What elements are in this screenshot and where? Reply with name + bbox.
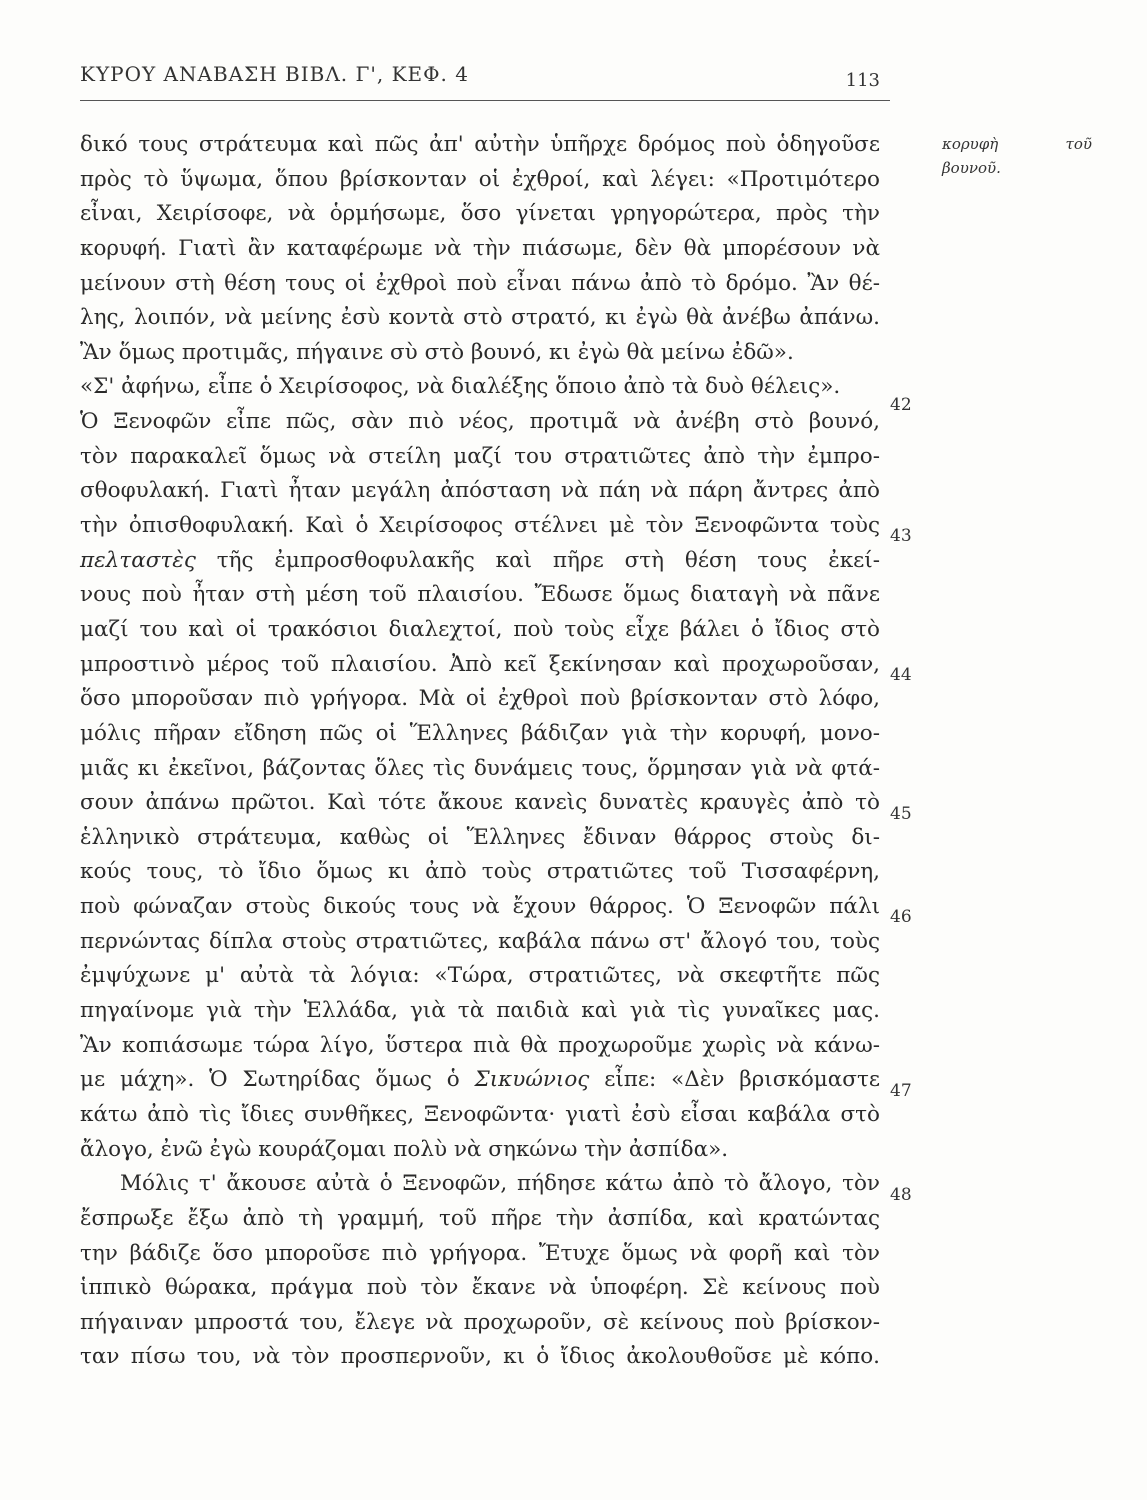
- text-line: τὴν ὀπισθοφυλακή. Καὶ ὁ Χειρίσοφος στέλνει μὲ τὸν Ξενοφῶντα τοὺς: [80, 513, 880, 539]
- section-number-45: 45: [890, 804, 912, 824]
- italic-term: Σικυώνιος: [474, 1067, 590, 1093]
- margin-note-word-2: τοῦ: [1065, 135, 1092, 153]
- text-line: Ἂν ὅμως προτιμᾶς, πήγαινε σὺ στὸ βουνό, κι ἐγὼ θὰ μείνω ἐδῶ».: [80, 339, 794, 365]
- text-line: Μόλις τ' ἄκουσε αὐτὰ ὁ Ξενοφῶν, πήδησε κάτω ἀπὸ τὸ ἄλογο, τὸν: [120, 1171, 880, 1197]
- section-number-43: 43: [890, 526, 912, 546]
- text-line: πρὸς τὸ ὕψωμα, ὅπου βρίσκονταν οἱ ἐχθροί, καὶ λέγει: «Προτιμότερο: [80, 166, 880, 192]
- text-line: πελταστὲς τῆς ἐμπροσθοφυλακῆς καὶ πῆρε στὴ θέση τους ἐκεί-: [80, 547, 880, 573]
- text-line: κούς τους, τὸ ἴδιο ὅμως κι ἀπὸ τοὺς στρατιῶτες τοῦ Τισσαφέρνη,: [80, 859, 880, 885]
- text-line: εἶναι, Χειρίσοφε, νὰ ὁρμήσωμε, ὅσο γίνεται γρηγορώτερα, πρὸς τὴν: [80, 201, 880, 227]
- text-line: κορυφή. Γιατὶ ἂν καταφέρωμε νὰ τὴν πιάσωμε, δὲν θὰ μπορέσουν νὰ: [80, 235, 880, 261]
- text-line: ποὺ φώναζαν στοὺς δικούς τους νὰ ἔχουν θάρρος. Ὁ Ξενοφῶν πάλι: [80, 894, 880, 920]
- text-line: μόλις πῆραν εἴδηση πῶς οἱ Ἕλληνες βάδιζαν γιὰ τὴν κορυφή, μονο-: [80, 720, 880, 746]
- text-line: ταν πίσω του, νὰ τὸν προσπερνοῦν, κι ὁ ἴδιος ἀκολουθοῦσε μὲ κόπο.: [80, 1344, 880, 1370]
- text-line: ἄλογο, ἐνῶ ἐγὼ κουράζομαι πολὺ νὰ σηκώνω τὴν ἀσπίδα».: [80, 1136, 729, 1162]
- page-header: [80, 62, 890, 98]
- text-line: ἑλληνικὸ στράτευμα, καθὼς οἱ Ἕλληνες ἔδιναν θάρρος στοὺς δι-: [80, 824, 880, 850]
- text-line: λης, λοιπόν, νὰ μείνης ἐσὺ κοντὰ στὸ στρατό, κι ἐγὼ θὰ ἀνέβω ἀπάνω.: [80, 305, 880, 331]
- margin-note: [942, 132, 1092, 180]
- text-line: σουν ἀπάνω πρῶτοι. Καὶ τότε ἄκουε κανεὶς δυνατὲς κραυγὲς ἀπὸ τὸ: [80, 790, 880, 816]
- margin-note-word-1: κορυφὴ: [942, 135, 999, 153]
- text-line: με μάχη». Ὁ Σωτηρίδας ὅμως ὁ Σικυώνιος εἶπε: «Δὲν βρισκόμαστε: [80, 1067, 880, 1093]
- text-line: ἱππικὸ θώρακα, πράγμα ποὺ τὸν ἔκανε νὰ ὑποφέρη. Σὲ κείνους ποὺ: [80, 1275, 880, 1301]
- running-title: ΚΥΡΟΥ ΑΝΑΒΑΣΗ ΒΙΒΛ. Γ', ΚΕΦ. 4: [80, 62, 469, 86]
- body-text: [80, 128, 880, 1375]
- text-line: μείνουν στὴ θέση τους οἱ ἐχθροὶ ποὺ εἶναι πάνω ἀπὸ τὸ δρόμο. Ἂν θέ-: [80, 270, 880, 296]
- margin-note-word-3: βουνοῦ.: [942, 159, 1001, 177]
- text-line: σθοφυλακή. Γιατὶ ἦταν μεγάλη ἀπόσταση νὰ πάη νὰ πάρη ἄντρες ἀπὸ: [80, 478, 880, 504]
- text-line: ἐμψύχωνε μ' αὐτὰ τὰ λόγια: «Τώρα, στρατιῶτες, νὰ σκεφτῆτε πῶς: [80, 963, 880, 989]
- text-line: ἔσπρωξε ἔξω ἀπὸ τὴ γραμμή, τοῦ πῆρε τὴν ἀσπίδα, καὶ κρατώντας: [80, 1205, 880, 1231]
- text-line: την βάδιζε ὅσο μποροῦσε πιὸ γρήγορα. Ἔτυχε ὅμως νὰ φορῆ καὶ τὸν: [80, 1240, 880, 1266]
- text-line: Ὁ Ξενοφῶν εἶπε πῶς, σὰν πιὸ νέος, προτιμᾶ νὰ ἀνέβη στὸ βουνό,: [80, 409, 880, 435]
- text-line: μπροστινὸ μέρος τοῦ πλαισίου. Ἀπὸ κεῖ ξεκίνησαν καὶ προχωροῦσαν,: [80, 651, 880, 677]
- text-line: πήγαιναν μπροστά του, ἔλεγε νὰ προχωροῦν, σὲ κείνους ποὺ βρίσκον-: [80, 1309, 880, 1335]
- text-line: κάτω ἀπὸ τὶς ἴδιες συνθῆκες, Ξενοφῶντα· γιατὶ ἐσὺ εἶσαι καβάλα στὸ: [80, 1101, 880, 1127]
- page-number: 113: [845, 70, 880, 91]
- text-line: ὅσο μποροῦσαν πιὸ γρήγορα. Μὰ οἱ ἐχθροὶ ποὺ βρίσκονταν στὸ λόφο,: [80, 686, 880, 712]
- text-line: μιᾶς κι ἐκεῖνοι, βάζοντας ὅλες τὶς δυνάμεις τους, ὅρμησαν γιὰ νὰ φτά-: [80, 755, 880, 781]
- text-line: περνώντας δίπλα στοὺς στρατιῶτες, καβάλα πάνω στ' ἄλογό του, τοὺς: [80, 928, 880, 954]
- section-number-42: 42: [890, 395, 912, 415]
- text-line: νους ποὺ ἦταν στὴ μέση τοῦ πλαισίου. Ἔδωσε ὅμως διαταγὴ νὰ πᾶνε: [80, 582, 880, 608]
- section-number-46: 46: [890, 907, 912, 927]
- text-line: δικό τους στράτευμα καὶ πῶς ἀπ' αὐτὴν ὑπῆρχε δρόμος ποὺ ὁδηγοῦσε: [80, 132, 880, 157]
- text-line: Ἂν κοπιάσωμε τώρα λίγο, ὕστερα πιὰ θὰ προχωροῦμε χωρὶς νὰ κάνω-: [80, 1032, 880, 1058]
- header-rule: [80, 100, 890, 101]
- section-number-44: 44: [890, 665, 912, 685]
- text-line: πηγαίνομε γιὰ τὴν Ἑλλάδα, γιὰ τὰ παιδιὰ καὶ γιὰ τὶς γυναῖκες μας.: [80, 998, 880, 1024]
- italic-term: πελταστὲς: [80, 547, 196, 573]
- section-number-48: 48: [890, 1185, 912, 1205]
- section-number-47: 47: [890, 1081, 912, 1101]
- text-line: «Σ' ἀφήνω, εἶπε ὁ Χειρίσοφος, νὰ διαλέξης ὅποιο ἀπὸ τὰ δυὸ θέλεις».: [80, 374, 841, 400]
- text-line: τὸν παρακαλεῖ ὅμως νὰ στείλη μαζί του στρατιῶτες ἀπὸ τὴν ἐμπρο-: [80, 443, 880, 469]
- text-line: μαζί του καὶ οἱ τρακόσιοι διαλεχτοί, ποὺ τοὺς εἶχε βάλει ὁ ἴδιος στὸ: [80, 616, 880, 642]
